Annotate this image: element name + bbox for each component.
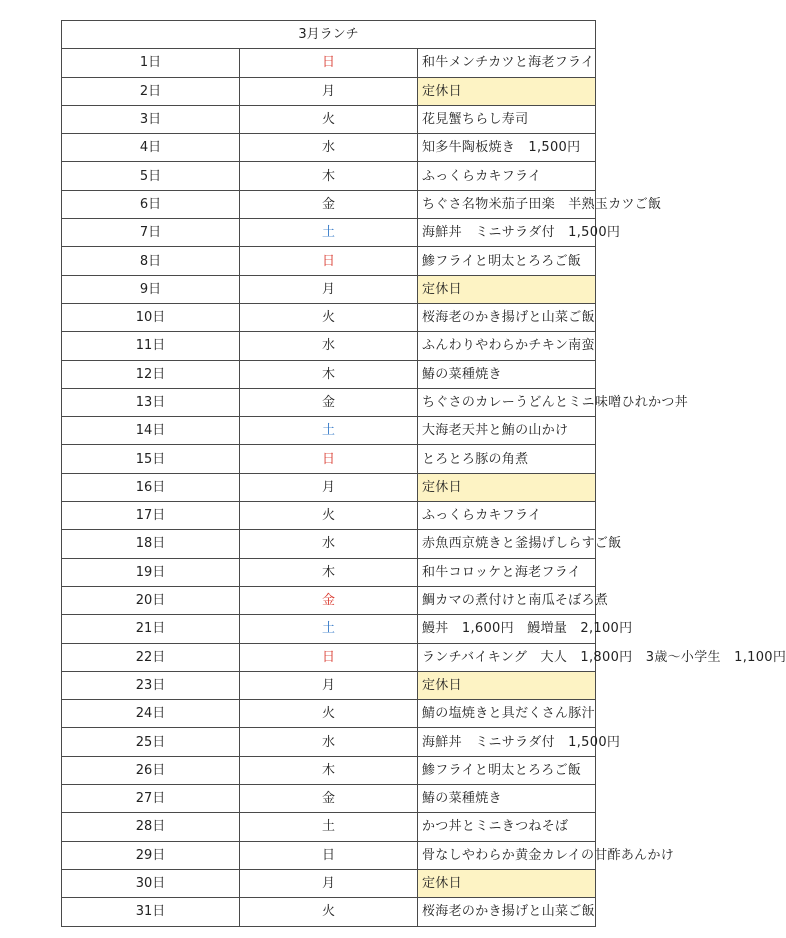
- weekday-cell: 火: [240, 502, 418, 530]
- menu-item-cell: とろとろ豚の角煮: [418, 445, 596, 473]
- table-row: [62, 417, 596, 445]
- menu-item-cell: 鯖の塩焼きと具だくさん豚汁: [418, 700, 596, 728]
- table-row: [62, 841, 596, 869]
- weekday-cell: 月: [240, 77, 418, 105]
- day-cell: 14日: [62, 417, 240, 445]
- weekday-cell: 日: [240, 247, 418, 275]
- menu-item-cell: ふっくらカキフライ: [418, 162, 596, 190]
- table-row: [62, 388, 596, 416]
- table-row: [62, 728, 596, 756]
- weekday-cell: 土: [240, 615, 418, 643]
- menu-item-cell: 鯵フライと明太とろろご飯: [418, 247, 596, 275]
- weekday-cell: 日: [240, 841, 418, 869]
- weekday-cell: 火: [240, 898, 418, 926]
- weekday-cell: 火: [240, 700, 418, 728]
- day-cell: 17日: [62, 502, 240, 530]
- menu-item-cell: 鰆の菜種焼き: [418, 785, 596, 813]
- day-cell: 26日: [62, 756, 240, 784]
- day-cell: 5日: [62, 162, 240, 190]
- weekday-cell: 水: [240, 530, 418, 558]
- weekday-cell: 月: [240, 473, 418, 501]
- table-row: [62, 77, 596, 105]
- table-row: [62, 615, 596, 643]
- table-row: [62, 219, 596, 247]
- table-row: [62, 105, 596, 133]
- table-row: [62, 558, 596, 586]
- table-row: [62, 671, 596, 699]
- menu-item-cell: 定休日: [418, 671, 596, 699]
- day-cell: 27日: [62, 785, 240, 813]
- title-row: [62, 21, 596, 49]
- day-cell: 16日: [62, 473, 240, 501]
- table-row: [62, 332, 596, 360]
- menu-item-cell: 定休日: [418, 275, 596, 303]
- weekday-cell: 日: [240, 445, 418, 473]
- table-row: [62, 303, 596, 331]
- menu-item-cell: 和牛コロッケと海老フライ: [418, 558, 596, 586]
- table-row: [62, 586, 596, 614]
- table-row: [62, 134, 596, 162]
- day-cell: 22日: [62, 643, 240, 671]
- day-cell: 1日: [62, 49, 240, 77]
- menu-item-cell: 桜海老のかき揚げと山菜ご飯: [418, 303, 596, 331]
- day-cell: 8日: [62, 247, 240, 275]
- table-row: [62, 247, 596, 275]
- day-cell: 24日: [62, 700, 240, 728]
- weekday-cell: 日: [240, 49, 418, 77]
- weekday-cell: 金: [240, 388, 418, 416]
- menu-item-cell: 定休日: [418, 77, 596, 105]
- day-cell: 15日: [62, 445, 240, 473]
- table-row: [62, 502, 596, 530]
- day-cell: 28日: [62, 813, 240, 841]
- menu-item-cell: 定休日: [418, 869, 596, 897]
- day-cell: 10日: [62, 303, 240, 331]
- weekday-cell: 水: [240, 728, 418, 756]
- day-cell: 7日: [62, 219, 240, 247]
- weekday-cell: 金: [240, 190, 418, 218]
- menu-item-cell: 鯵フライと明太とろろご飯: [418, 756, 596, 784]
- weekday-cell: 日: [240, 643, 418, 671]
- weekday-cell: 月: [240, 869, 418, 897]
- table-row: [62, 785, 596, 813]
- menu-item-cell: 桜海老のかき揚げと山菜ご飯: [418, 898, 596, 926]
- weekday-cell: 土: [240, 219, 418, 247]
- menu-item-cell: 知多牛陶板焼き 1,500円: [418, 134, 596, 162]
- menu-item-cell: ふっくらカキフライ: [418, 502, 596, 530]
- table-row: [62, 756, 596, 784]
- menu-item-cell: 海鮮丼 ミニサラダ付 1,500円: [418, 728, 596, 756]
- day-cell: 4日: [62, 134, 240, 162]
- table-row: [62, 360, 596, 388]
- menu-item-cell: 海鮮丼 ミニサラダ付 1,500円: [418, 219, 596, 247]
- table-row: [62, 530, 596, 558]
- weekday-cell: 火: [240, 303, 418, 331]
- menu-item-cell: 花見蟹ちらし寿司: [418, 105, 596, 133]
- menu-item-cell: 赤魚西京焼きと釜揚げしらすご飯: [418, 530, 596, 558]
- weekday-cell: 木: [240, 558, 418, 586]
- menu-item-cell: 大海老天丼と鮪の山かけ: [418, 417, 596, 445]
- weekday-cell: 金: [240, 785, 418, 813]
- menu-item-cell: ちぐさ名物米茄子田楽 半熟玉カツご飯: [418, 190, 596, 218]
- menu-item-cell: 定休日: [418, 473, 596, 501]
- menu-item-cell: ふんわりやわらかチキン南蛮: [418, 332, 596, 360]
- day-cell: 30日: [62, 869, 240, 897]
- day-cell: 2日: [62, 77, 240, 105]
- table-row: [62, 813, 596, 841]
- day-cell: 6日: [62, 190, 240, 218]
- weekday-cell: 木: [240, 756, 418, 784]
- day-cell: 20日: [62, 586, 240, 614]
- menu-item-cell: 鯛カマの煮付けと南瓜そぼろ煮: [418, 586, 596, 614]
- weekday-cell: 月: [240, 275, 418, 303]
- day-cell: 18日: [62, 530, 240, 558]
- day-cell: 25日: [62, 728, 240, 756]
- day-cell: 12日: [62, 360, 240, 388]
- day-cell: 3日: [62, 105, 240, 133]
- weekday-cell: 土: [240, 813, 418, 841]
- day-cell: 31日: [62, 898, 240, 926]
- table-row: [62, 869, 596, 897]
- weekday-cell: 土: [240, 417, 418, 445]
- table-row: [62, 275, 596, 303]
- day-cell: 23日: [62, 671, 240, 699]
- table-row: [62, 445, 596, 473]
- lunch-menu-table: [61, 20, 786, 927]
- menu-item-cell: かつ丼とミニきつねそば: [418, 813, 596, 841]
- day-cell: 21日: [62, 615, 240, 643]
- day-cell: 11日: [62, 332, 240, 360]
- weekday-cell: 水: [240, 332, 418, 360]
- day-cell: 13日: [62, 388, 240, 416]
- table-title: 3月ランチ: [62, 21, 596, 49]
- menu-item-cell: ランチバイキング 大人 1,800円 3歳〜小学生 1,100円: [418, 643, 596, 671]
- menu-item-cell: 骨なしやわらか黄金カレイの甘酢あんかけ: [418, 841, 596, 869]
- weekday-cell: 水: [240, 134, 418, 162]
- menu-item-cell: 鰻丼 1,600円 鰻増量 2,100円: [418, 615, 596, 643]
- weekday-cell: 火: [240, 105, 418, 133]
- weekday-cell: 月: [240, 671, 418, 699]
- weekday-cell: 木: [240, 360, 418, 388]
- menu-item-cell: ちぐさのカレーうどんとミニ味噌ひれかつ丼: [418, 388, 596, 416]
- table-row: [62, 473, 596, 501]
- day-cell: 9日: [62, 275, 240, 303]
- table-row: [62, 49, 596, 77]
- table-row: [62, 898, 596, 926]
- weekday-cell: 木: [240, 162, 418, 190]
- weekday-cell: 金: [240, 586, 418, 614]
- day-cell: 29日: [62, 841, 240, 869]
- table-row: [62, 700, 596, 728]
- table-row: [62, 643, 596, 671]
- menu-item-cell: 鰆の菜種焼き: [418, 360, 596, 388]
- table-row: [62, 162, 596, 190]
- day-cell: 19日: [62, 558, 240, 586]
- table-row: [62, 190, 596, 218]
- menu-item-cell: 和牛メンチカツと海老フライ: [418, 49, 596, 77]
